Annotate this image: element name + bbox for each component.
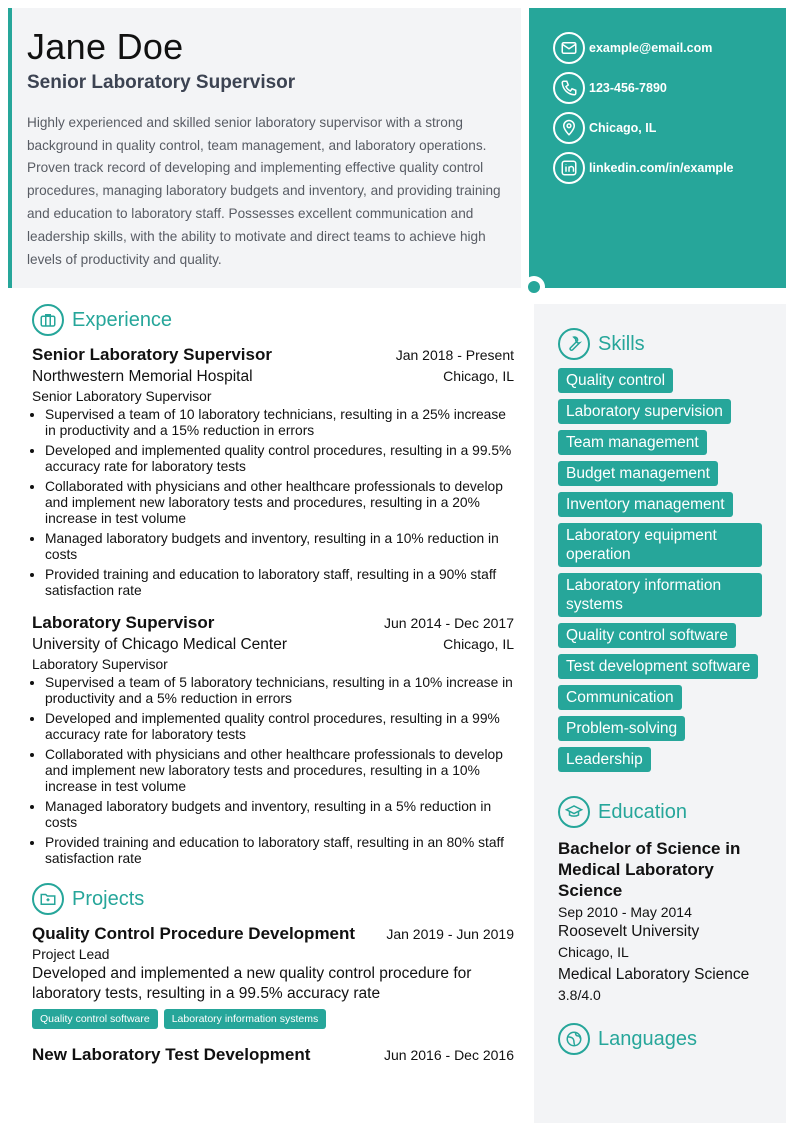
wrench-icon: [558, 328, 590, 360]
job-company: University of Chicago Medical Center: [32, 636, 287, 653]
candidate-title: Senior Laboratory Supervisor: [27, 71, 296, 93]
education-location: Chicago, IL: [558, 944, 629, 960]
project-description: Developed and implemented a new quality control procedure for laboratory tests, resulting in a 99.5% accuracy rate: [32, 965, 472, 1002]
phone-icon: [553, 72, 585, 104]
project-tags: [32, 1009, 514, 1029]
job-location: Chicago, IL: [443, 368, 514, 384]
education-dates: Sep 2010 - May 2014: [558, 904, 692, 920]
project-entry: [32, 924, 514, 1029]
skill-tag: Communication: [558, 685, 682, 710]
contact-phone-row[interactable]: [553, 72, 786, 104]
job-bullet: • Collaborated with physicians and other healthcare professionals to develop and implement new laboratory tests and procedures, resulting in a 20% increase in test volume: [45, 479, 514, 527]
candidate-name: Jane Doe: [27, 26, 184, 67]
decorative-dot-inner: [528, 281, 540, 293]
education-entry: [558, 838, 762, 1003]
project-entry: [32, 1045, 514, 1065]
project-title: New Laboratory Test Development: [32, 1045, 311, 1064]
summary-text: Highly experienced and skilled senior laboratory supervisor with a strong background in quality control, team management, and laboratory operations. Proven track record of developing and implementing effective quality control procedures, managing laboratory budgets and inventory, and providing training and education to laboratory staff. Possesses excellent communication and leadership skills, with the ability to motivate and direct teams to achieve high levels of productivity and quality.: [27, 114, 501, 267]
job-bullet: • Provided training and education to laboratory staff, resulting in an 80% staff satisfaction rate: [45, 835, 514, 867]
location-pin-icon: [553, 112, 585, 144]
project-dates: Jan 2019 - Jun 2019: [386, 926, 514, 942]
job-dates: Jan 2018 - Present: [395, 347, 514, 363]
education-section-header: [558, 796, 762, 828]
skill-tag: Laboratory information systems: [558, 573, 762, 617]
briefcase-icon: [32, 304, 64, 336]
job-role: Senior Laboratory Supervisor: [32, 389, 212, 404]
job-bullet: • Developed and implemented quality control procedures, resulting in a 99.5% accuracy rate for laboratory tests: [45, 443, 514, 475]
skill-tag: Test development software: [558, 654, 758, 679]
sidebar-column: [534, 304, 786, 1123]
job-bullets: [32, 675, 514, 867]
skill-tag: Laboratory equipment operation: [558, 523, 762, 567]
job-bullet: • Supervised a team of 5 laboratory technicians, resulting in a 10% increase in productivity and a 5% reduction in errors: [45, 675, 514, 707]
experience-title: Experience: [72, 308, 173, 331]
projects-title: Projects: [72, 887, 145, 910]
job-role: Laboratory Supervisor: [32, 657, 168, 672]
folder-icon: [32, 883, 64, 915]
skill-tag: Leadership: [558, 747, 651, 772]
languages-title: Languages: [598, 1027, 697, 1050]
skill-tag: Problem-solving: [558, 716, 685, 741]
skills-section-header: [558, 328, 762, 360]
project-title: Quality Control Procedure Development: [32, 924, 356, 943]
job-company: Northwestern Memorial Hospital: [32, 368, 253, 385]
education-school: Roosevelt University: [558, 923, 700, 940]
job-bullet: • Developed and implemented quality control procedures, resulting in a 99% accuracy rate for laboratory tests: [45, 711, 514, 743]
job-dates: Jun 2014 - Dec 2017: [384, 615, 514, 631]
education-title: Education: [598, 800, 687, 823]
projects-section-header: [32, 883, 514, 915]
education-field: Medical Laboratory Science: [558, 966, 750, 983]
job-bullet: • Supervised a team of 10 laboratory technicians, resulting in a 25% increase in productivity and a 15% reduction in errors: [45, 407, 514, 439]
project-dates: Jun 2016 - Dec 2016: [384, 1047, 514, 1063]
contact-location: Chicago, IL: [589, 121, 657, 135]
languages-section-header: [558, 1023, 762, 1055]
contact-linkedin-row[interactable]: [553, 152, 786, 184]
email-icon: [553, 32, 585, 64]
job-entry: [32, 613, 514, 867]
skill-tag: Inventory management: [558, 492, 733, 517]
skill-tag: Quality control software: [558, 623, 736, 648]
contact-linkedin[interactable]: linkedin.com/in/example: [589, 161, 734, 175]
header-panel: [8, 8, 521, 288]
contact-email[interactable]: example@email.com: [589, 41, 713, 55]
skills-list: [558, 368, 762, 778]
job-bullet: • Collaborated with physicians and other healthcare professionals to develop and implement new laboratory tests and procedures, resulting in a 10% increase in test volume: [45, 747, 514, 795]
job-location: Chicago, IL: [443, 636, 514, 652]
contact-email-row[interactable]: [553, 32, 786, 64]
contact-location-row: [553, 112, 786, 144]
contact-phone[interactable]: 123-456-7890: [589, 81, 667, 95]
job-bullet: • Managed laboratory budgets and inventory, resulting in a 10% reduction in costs: [45, 531, 514, 563]
education-degree: Bachelor of Science in Medical Laboratory Science: [558, 839, 741, 900]
graduation-cap-icon: [558, 796, 590, 828]
main-column: [32, 304, 514, 1065]
job-title: Laboratory Supervisor: [32, 613, 215, 632]
experience-section-header: [32, 304, 514, 336]
globe-icon: [558, 1023, 590, 1055]
job-title: Senior Laboratory Supervisor: [32, 345, 272, 364]
skill-tag: Laboratory supervision: [558, 399, 731, 424]
education-gpa: 3.8/4.0: [558, 987, 601, 1003]
job-bullets: [32, 407, 514, 599]
project-tag: Quality control software: [32, 1009, 158, 1029]
project-tag: Laboratory information systems: [164, 1009, 326, 1029]
skill-tag: Budget management: [558, 461, 718, 486]
job-entry: [32, 345, 514, 599]
job-bullet: • Provided training and education to laboratory staff, resulting in a 90% staff satisfaction rate: [45, 567, 514, 599]
linkedin-icon: [553, 152, 585, 184]
skills-title: Skills: [598, 332, 645, 355]
skill-tag: Quality control: [558, 368, 673, 393]
job-bullet: • Managed laboratory budgets and inventory, resulting in a 5% reduction in costs: [45, 799, 514, 831]
contact-panel: [529, 8, 786, 288]
project-role: Project Lead: [32, 947, 110, 962]
skill-tag: Team management: [558, 430, 707, 455]
